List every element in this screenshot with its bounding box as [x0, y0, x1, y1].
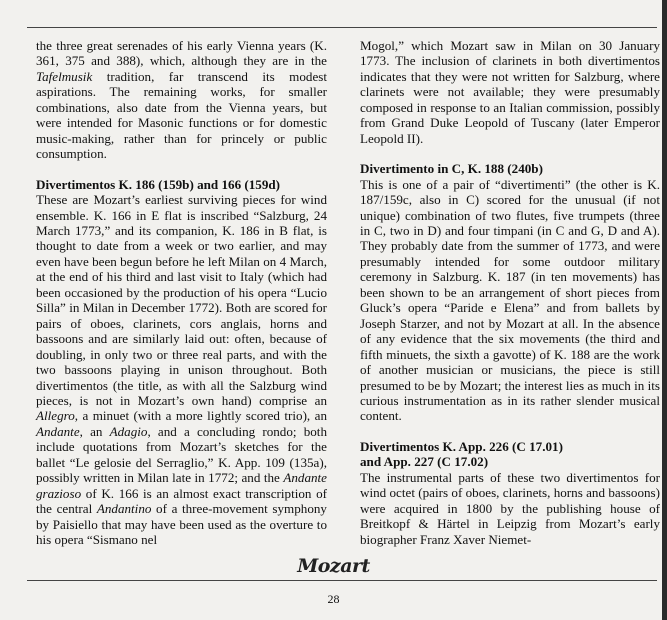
italic-term: Tafelmusik	[36, 68, 93, 84]
left-paragraph-1: the three great serenades of his early Vienna years (K. 361, 375 and 388), which, although they are in the Tafelmusik tradition, far transcend its modest aspirations. The remaining works, for smaller combinations, also date from the Vienna years, but were intended for Masonic functions or for domestic music-making, rather than for princely or public consumption.	[36, 38, 327, 162]
italic-term: Allegro	[36, 408, 75, 424]
italic-term: Andante grazioso	[36, 470, 327, 501]
heading-divertimento-k188: Divertimento in C, K. 188 (240b)	[360, 161, 543, 177]
left-paragraph-2: These are Mozart’s earliest surviving pieces for wind ensemble. K. 166 in E flat is inscribed “Salzburg, 24 March 1773,” and its companion, K. 186 in B flat, is thought to date from a week or two earlier, and may even have been begun before he left Milan on 4 March, at the end of his third and last visit to Italy (which had been occasioned by the production of his opera “Lucio Silla” in Milan in December 1772). Both are scored for pairs of oboes, clarinets, cors anglais, horns and bassoons and are similarly laid out: often, because of doubling, in only two or three real parts, and with the two bassoons playing in unison throughout. Both divertimentos (the title, as with all the Salzburg wind pieces, is not in Mozart’s own hand) comprise an Allegro, a minuet (with a more lightly scored trio), an Andante, an Adagio, and a concluding rondo; both include quotations from Mozart’s sketches for the ballet “Le gelosie del Serraglio,” K. App. 109 (135a), possibly written in Milan late in 1772; and the Andante grazioso of K. 166 is an almost exact transcription of the central Andantino of a three-movement symphony by Paisiello that may have been used as the overture to his opera “Sismano nel	[36, 192, 327, 548]
heading-divertimentos-app226-227-line1: Divertimentos K. App. 226 (C 17.01)	[360, 438, 563, 454]
right-paragraph-2: This is one of a pair of “divertimenti” (the other is K. 187/159c, also in C) scored for the unusual (if not unique) combination of two flutes, five trumpets (three in C, two in D) and four timpani (in C and G, D and A). They probably date from the summer of 1773, and were presumably intended for some outdoor military ceremony in Salzburg. K. 187 (in ten movements) has been shown to be an arrangement of short pieces from Gluck’s opera “Paride e Elena” and from ballets by Joseph Starzer, and not by Mozart at all. In the absence of any evidence that the six movements (the third and fifth minuets, the sixth a gavotte) of K. 188 are the work of another musician or musicians, the piece is still presumed to be by Mozart; the interest lies as much in its curious instrumentation as in its rather slender musical content.	[360, 176, 660, 424]
mozart-signature: Mozart	[297, 555, 370, 577]
italic-term: Andantino	[96, 501, 152, 517]
right-paragraph-1: Mogol,” which Mozart saw in Milan on 30 January 1773. The inclusion of clarinets in both divertimentos indicates that they were not written for Salzburg, where clarinets were not available; they were presumably composed in response to an Italian commission, possibly from Grand Duke Leopold of Tuscany (later Emperor Leopold II).	[360, 38, 660, 146]
italic-term: Andante	[36, 423, 80, 439]
heading-divertimentos-k186-k166: Divertimentos K. 186 (159b) and 166 (159d)	[36, 176, 281, 192]
italic-term: Adagio	[109, 423, 148, 439]
right-column	[360, 38, 660, 547]
page-edge-shadow	[662, 0, 667, 620]
top-rule	[27, 27, 657, 28]
left-column	[36, 38, 327, 548]
right-paragraph-3: The instrumental parts of these two divertimentos for wind octet (pairs of oboes, clarinets, horns and bassoons) were acquired in 1800 by the publishing house of Breitkopf & Härtel in Leipzig from Mozart’s early biographer Franz Xaver Niemet-	[360, 469, 660, 547]
page-number: 28	[327, 592, 340, 606]
bottom-rule	[27, 580, 657, 581]
heading-divertimentos-app226-227-line2: and App. 227 (C 17.02)	[360, 454, 489, 470]
